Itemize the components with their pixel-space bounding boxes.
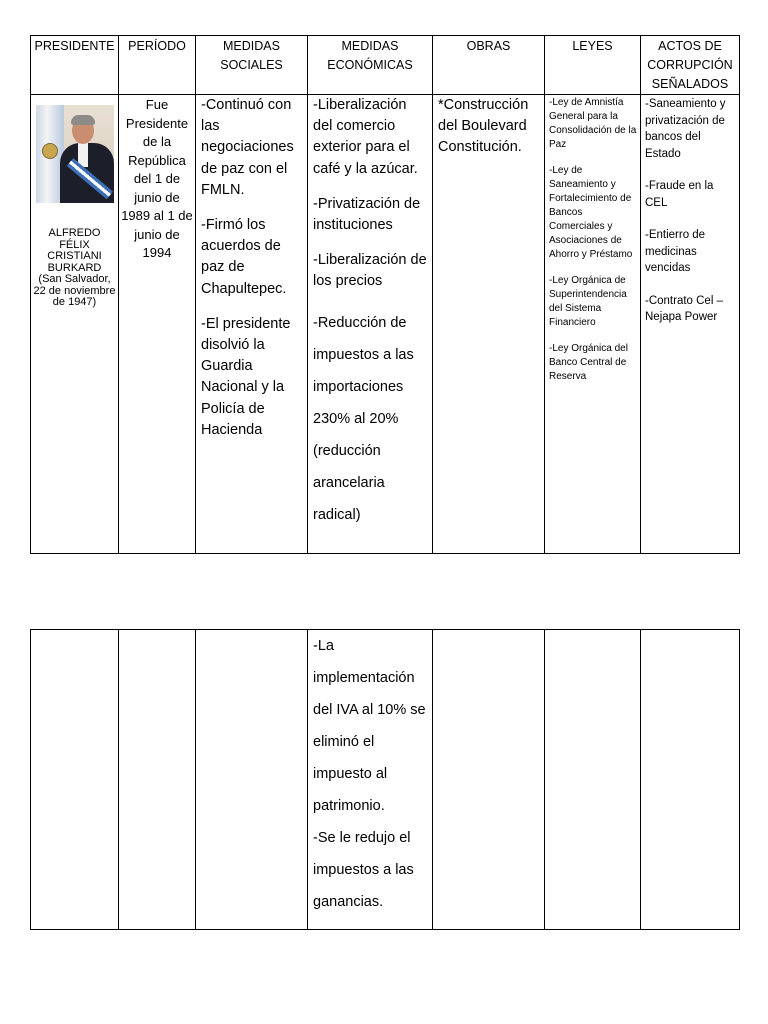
list-item: -Fraude en la CEL <box>645 180 714 209</box>
list-item: -Ley Orgánica de Superintendencia del Sistema Financiero <box>549 275 627 328</box>
header-leyes: LEYES <box>545 36 641 95</box>
list-item: -Continuó con las negociaciones de paz con el FMLN. <box>201 97 294 198</box>
header-actos: ACTOS DE CORRUPCIÓN SEÑALADOS <box>641 36 740 95</box>
cell-leyes <box>545 95 641 554</box>
president-birth: (San Salvador, 22 de noviembre de 1947) <box>33 273 116 308</box>
header-obras: OBRAS <box>433 36 545 95</box>
cell-presidente <box>31 95 119 554</box>
president-photo <box>36 105 114 203</box>
list-item: -Se le redujo el impuestos a las ganancias. <box>313 830 414 910</box>
header-row <box>31 36 740 95</box>
header-medidas-sociales: MEDIDAS SOCIALES <box>196 36 308 95</box>
list-item: -La implementación del IVA al 10% se eliminó el impuesto al patrimonio. <box>313 638 426 814</box>
header-periodo: PERÍODO <box>119 36 196 95</box>
list-item: -El presidente disolvió la Guardia Nacional y la Policía de Hacienda <box>201 315 291 438</box>
continuation-table <box>30 629 740 930</box>
list-item: -Liberalización del comercio exterior para el café y la azúcar. <box>313 97 418 177</box>
obras-text: *Construcción del Boulevard Constitución. <box>438 97 529 156</box>
cell-medidas-sociales <box>196 95 308 554</box>
list-item: -Entierro de medicinas vencidas <box>645 229 706 274</box>
list-item: -Ley de Saneamiento y Fortalecimiento de Bancos Comerciales y Asociaciones de Ahorro y Préstamo <box>549 165 633 260</box>
list-item: -Reducción de impuestos a las importaciones 230% al 20%(reducción arancelaria radical) <box>313 314 414 523</box>
cell-medidas-economicas <box>308 95 433 554</box>
list-item: -Liberalización de los precios <box>313 252 427 290</box>
list-item: -Ley Orgánica del Banco Central de Reserva <box>549 343 628 382</box>
cell-actos <box>641 95 740 554</box>
main-table <box>30 35 740 554</box>
list-item: -Contrato Cel – Nejapa Power <box>645 294 723 323</box>
header-medidas-economicas: MEDIDAS ECONÓMICAS <box>308 36 433 95</box>
list-item: -Ley de Amnistía General para la Consolidación de la Paz <box>549 97 637 150</box>
list-item: -Privatización de instituciones <box>313 195 421 234</box>
list-item: -Firmó los acuerdos de paz de Chapultepec. <box>201 217 287 297</box>
empty-cell <box>196 630 308 930</box>
table-row <box>31 630 740 930</box>
periodo-text: Fue Presidente de la República del 1 de junio de 1989 al 1 de junio de 1994 <box>121 97 193 260</box>
list-item: -Saneamiento y privatización de bancos del Estado <box>645 98 726 160</box>
empty-cell <box>545 630 641 930</box>
empty-cell <box>119 630 196 930</box>
cell-medidas-economicas-cont <box>308 630 433 930</box>
cell-obras <box>433 95 545 554</box>
president-name: ALFREDO FÉLIX CRISTIANI BURKARD <box>47 227 102 274</box>
empty-cell <box>31 630 119 930</box>
table-row <box>31 95 740 554</box>
empty-cell <box>433 630 545 930</box>
empty-cell <box>641 630 740 930</box>
header-presidente: PRESIDENTE <box>31 36 119 95</box>
cell-periodo <box>119 95 196 554</box>
